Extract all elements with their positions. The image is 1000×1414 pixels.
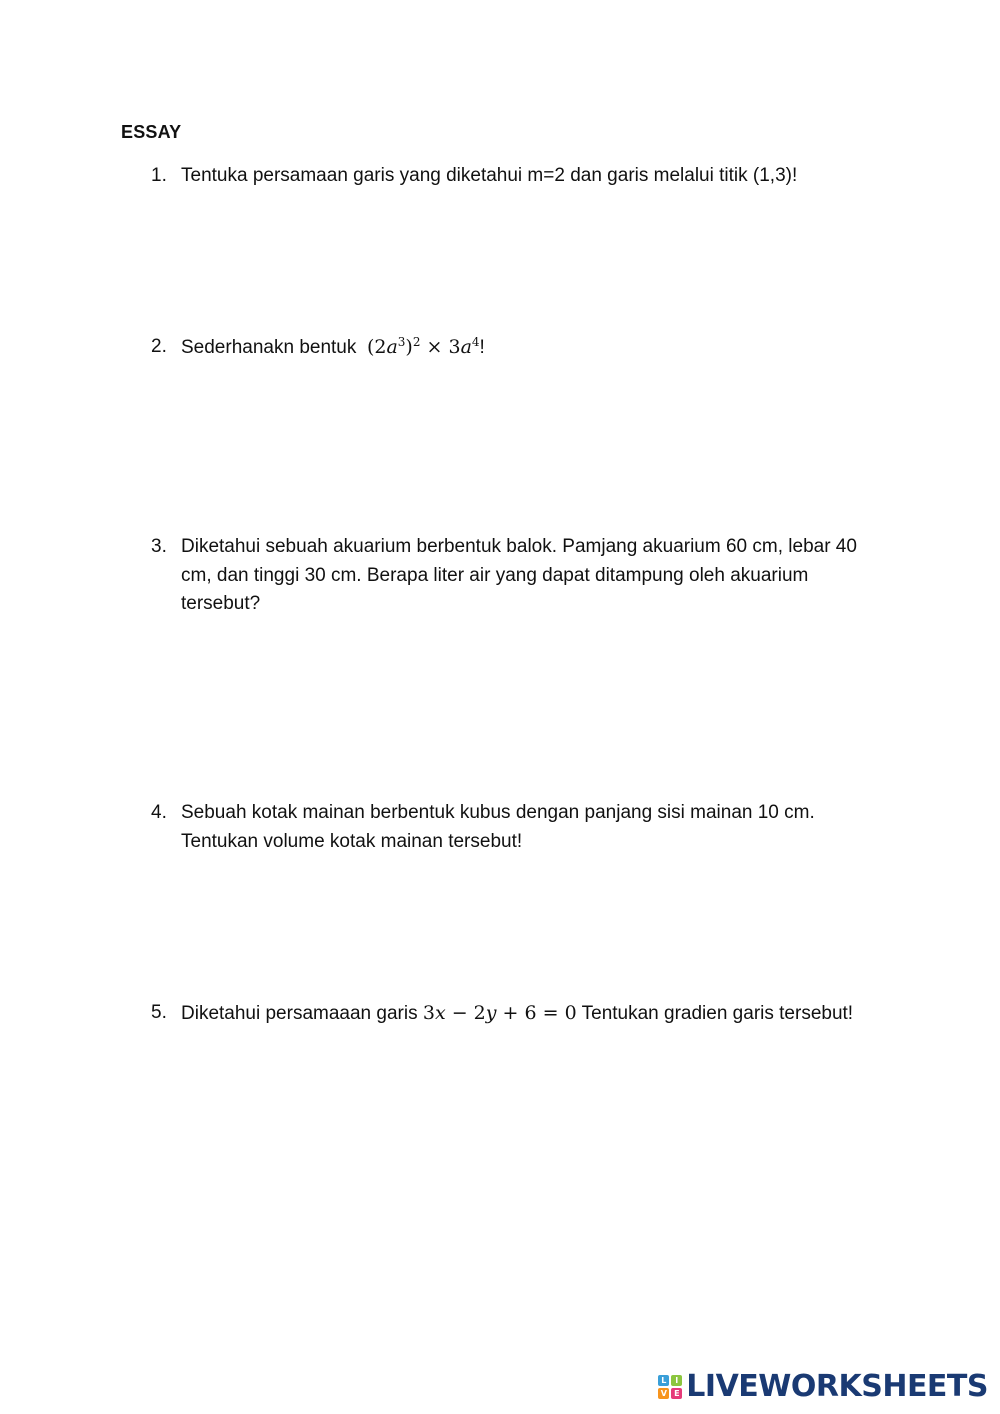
question-number: 1. [151, 165, 167, 186]
liveworksheets-logo-icon [658, 1375, 682, 1399]
logo-tile: I [671, 1375, 682, 1386]
section-heading: ESSAY [121, 122, 182, 142]
brand-name: LIVEWORKSHEETS [686, 1369, 988, 1404]
logo-tile: V [658, 1388, 669, 1399]
question-number: 4. [151, 802, 167, 823]
question-text-before: Sederhanakn bentuk [181, 337, 357, 358]
math-equation: 3x − 2y + 6 = 0 [422, 1002, 577, 1024]
question-2 [151, 333, 881, 363]
question-text-before: Diketahui persamaaan garis [181, 1003, 418, 1024]
logo-tile: E [671, 1388, 682, 1399]
logo-tile: L [658, 1375, 669, 1386]
question-text: Tentuka persamaan garis yang diketahui m=2 dan garis melalui titik (1,3)! [181, 165, 798, 186]
question-3 [151, 533, 881, 619]
question-text-after: ! [479, 337, 485, 358]
question-number: 3. [151, 536, 167, 557]
question-text [181, 333, 881, 363]
question-1 [151, 162, 881, 191]
liveworksheets-brand [658, 1369, 988, 1404]
question-text: Diketahui sebuah akuarium berbentuk balok. Pamjang akuarium 60 cm, lebar 40 cm, dan tinggi 30 cm. Berapa liter air yang dapat ditampung oleh akuarium tersebut? [181, 536, 857, 614]
math-expression: $(2a^3)^2 \times 3a^4$ [366, 335, 480, 358]
question-text [181, 999, 881, 1029]
question-5 [151, 999, 881, 1029]
question-text: Sebuah kotak mainan berbentuk kubus dengan panjang sisi mainan 10 cm. Tentukan volume kotak mainan tersebut! [181, 802, 815, 852]
question-number: 5. [151, 1002, 167, 1023]
question-number: 2. [151, 336, 167, 357]
question-4 [151, 799, 881, 856]
question-text-after: Tentukan gradien garis tersebut! [581, 1003, 854, 1024]
